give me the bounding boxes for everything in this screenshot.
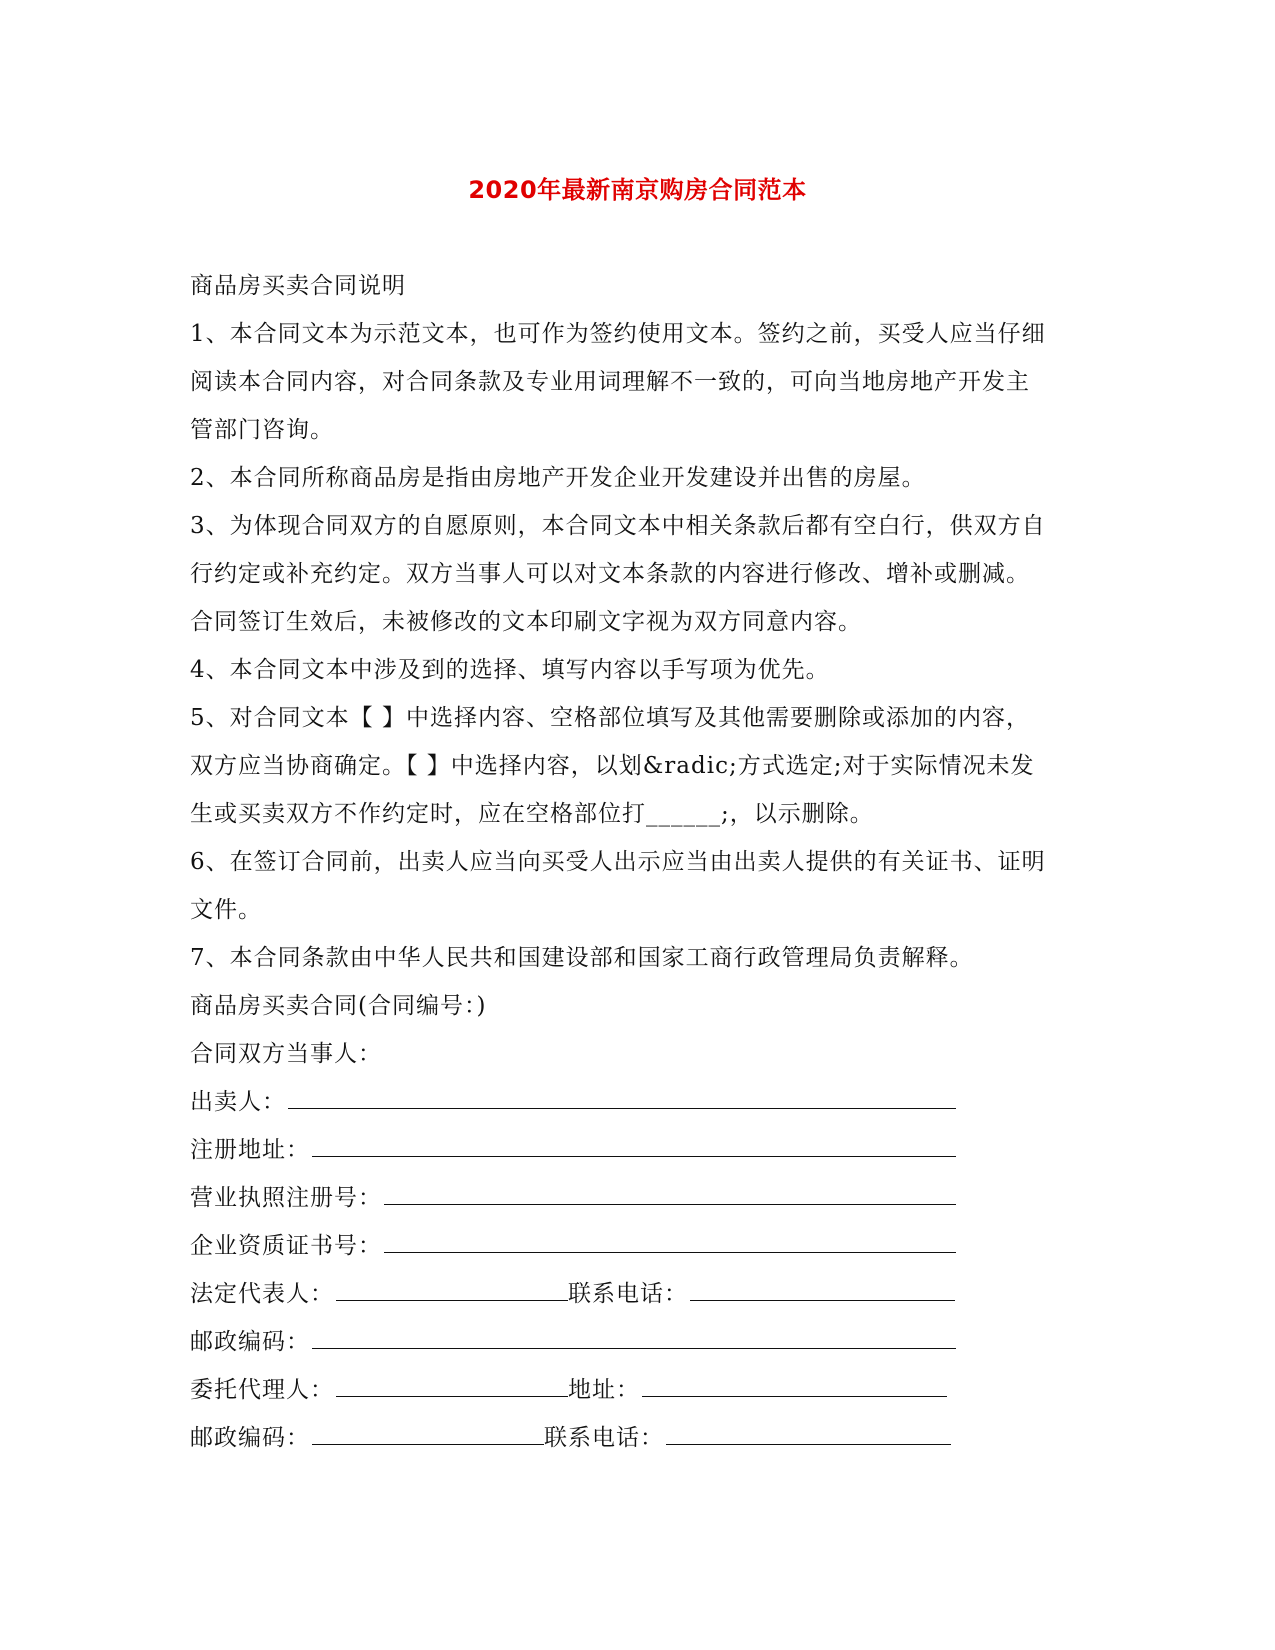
phone-blank[interactable] bbox=[690, 1276, 955, 1301]
seller-label: 出卖人： bbox=[190, 1089, 286, 1115]
paragraph-line: 3、为体现合同双方的自愿原则，本合同文本中相关条款后都有空白行，供双方自 bbox=[190, 513, 1046, 539]
paragraph-line: 2、本合同所称商品房是指由房地产开发企业开发建设并出售的房屋。 bbox=[190, 465, 926, 491]
legal-rep-label: 法定代表人： bbox=[190, 1281, 334, 1307]
license-no-field bbox=[190, 1174, 1090, 1222]
postcode-field bbox=[190, 1318, 1090, 1366]
document-title: 2020年最新南京购房合同范本 bbox=[468, 176, 807, 204]
registered-address-field bbox=[190, 1126, 1090, 1174]
registered-address-label: 注册地址： bbox=[190, 1137, 310, 1163]
contract-heading: 商品房买卖合同(合同编号：) bbox=[190, 993, 487, 1019]
agent-postcode-field bbox=[190, 1414, 1090, 1462]
seller-field bbox=[190, 1078, 1090, 1126]
paragraph-line: 行约定或补充约定。双方当事人可以对文本条款的内容进行修改、增补或删减。 bbox=[190, 561, 1030, 587]
agent-blank[interactable] bbox=[336, 1372, 568, 1397]
agent-postcode-blank[interactable] bbox=[312, 1420, 544, 1445]
legal-rep-blank[interactable] bbox=[336, 1276, 568, 1301]
paragraph-line: 1、本合同文本为示范文本，也可作为签约使用文本。签约之前，买受人应当仔细 bbox=[190, 321, 1046, 347]
postcode-blank[interactable] bbox=[312, 1324, 956, 1349]
paragraph-line: 生或买卖双方不作约定时，应在空格部位打______;，以示删除。 bbox=[190, 801, 874, 827]
paragraph-line: 合同签订生效后，未被修改的文本印刷文字视为双方同意内容。 bbox=[190, 609, 862, 635]
qualification-no-field bbox=[190, 1222, 1090, 1270]
section-heading: 商品房买卖合同说明 bbox=[190, 273, 406, 299]
registered-address-blank[interactable] bbox=[312, 1132, 956, 1157]
paragraph-line: 6、在签订合同前，出卖人应当向买受人出示应当由出卖人提供的有关证书、证明 bbox=[190, 849, 1046, 875]
address-blank[interactable] bbox=[642, 1372, 947, 1397]
license-no-blank[interactable] bbox=[384, 1180, 956, 1205]
paragraph-line: 阅读本合同内容，对合同条款及专业用词理解不一致的，可向当地房地产开发主 bbox=[190, 369, 1030, 395]
seller-blank[interactable] bbox=[288, 1084, 956, 1109]
paragraph-line: 5、对合同文本【 】中选择内容、空格部位填写及其他需要删除或添加的内容， bbox=[190, 705, 1030, 731]
agent-label: 委托代理人： bbox=[190, 1377, 334, 1403]
qualification-no-blank[interactable] bbox=[384, 1228, 956, 1253]
document-body bbox=[190, 262, 1090, 1462]
address-label: 地址： bbox=[568, 1377, 640, 1403]
agent-phone-label: 联系电话： bbox=[544, 1425, 664, 1451]
paragraph-line: 双方应当协商确定。【 】中选择内容，以划&radic;方式选定;对于实际情况未发 bbox=[190, 753, 1035, 779]
agent-field bbox=[190, 1366, 1090, 1414]
paragraph-line: 文件。 bbox=[190, 897, 262, 923]
parties-heading: 合同双方当事人： bbox=[190, 1041, 382, 1067]
legal-rep-field bbox=[190, 1270, 1090, 1318]
qualification-no-label: 企业资质证书号： bbox=[190, 1233, 382, 1259]
paragraph-line: 4、本合同文本中涉及到的选择、填写内容以手写项为优先。 bbox=[190, 657, 830, 683]
agent-postcode-label: 邮政编码： bbox=[190, 1425, 310, 1451]
paragraph-line: 7、本合同条款由中华人民共和国建设部和国家工商行政管理局负责解释。 bbox=[190, 945, 974, 971]
agent-phone-blank[interactable] bbox=[666, 1420, 951, 1445]
postcode-label: 邮政编码： bbox=[190, 1329, 310, 1355]
phone-label: 联系电话： bbox=[568, 1281, 688, 1307]
license-no-label: 营业执照注册号： bbox=[190, 1185, 382, 1211]
paragraph-line: 管部门咨询。 bbox=[190, 417, 334, 443]
